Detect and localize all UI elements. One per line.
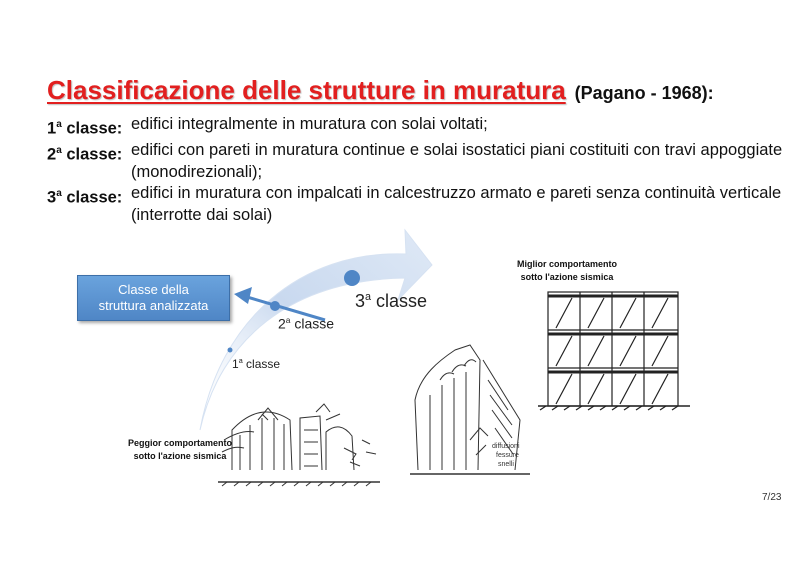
caption-best-behavior <box>497 258 637 284</box>
level-label-1: 1$^a$ classe <box>232 356 281 371</box>
sketch-note-1: diffusioni <box>492 443 520 450</box>
caption-line: sotto l'azione sismica <box>520 272 614 282</box>
caption-worst-behavior <box>110 437 250 463</box>
sketch-note-3: snelli <box>498 461 514 468</box>
class-label: 3$^a$ classe: <box>47 188 123 207</box>
class-description: edifici con pareti in muratura continue e solai isostatici piani costituiti con travi appoggiate (monodirezionali); <box>131 141 783 181</box>
caption-line: Peggior comportamento <box>127 438 232 448</box>
level-label-2: 2$^a$ classe <box>278 315 335 332</box>
sketch-wall-crack-icon <box>410 345 530 474</box>
class-label: 2$^a$ classe: <box>47 145 123 164</box>
title-subtitle: (Pagano - 1968): <box>574 83 714 103</box>
title-main: Classificazione delle strutture in muratura <box>47 75 566 105</box>
box-line-2: struttura analizzata <box>98 298 209 313</box>
analyzed-class-box <box>77 275 230 321</box>
class-description: edifici integralmente in muratura con solai voltati; <box>131 115 488 133</box>
sketch-frame-building-icon <box>538 292 690 410</box>
class-description: edifici in muratura con impalcati in calcestruzzo armato e pareti senza continuità verticale (interrotte dai solai) <box>131 184 782 224</box>
sketch-note-2: fessure <box>496 452 519 459</box>
level-dot-3 <box>344 270 360 286</box>
level-dot-2 <box>270 301 280 311</box>
caption-line: sotto l'azione sismica <box>133 451 227 461</box>
level-label-3: 3$^a$ classe <box>355 291 428 311</box>
level-dot-1 <box>228 348 233 353</box>
box-line-1: Classe della <box>118 282 189 297</box>
class-label: 1$^a$ classe: <box>47 119 123 138</box>
caption-line: Miglior comportamento <box>516 259 617 269</box>
page-number: 7/23 <box>762 492 782 503</box>
